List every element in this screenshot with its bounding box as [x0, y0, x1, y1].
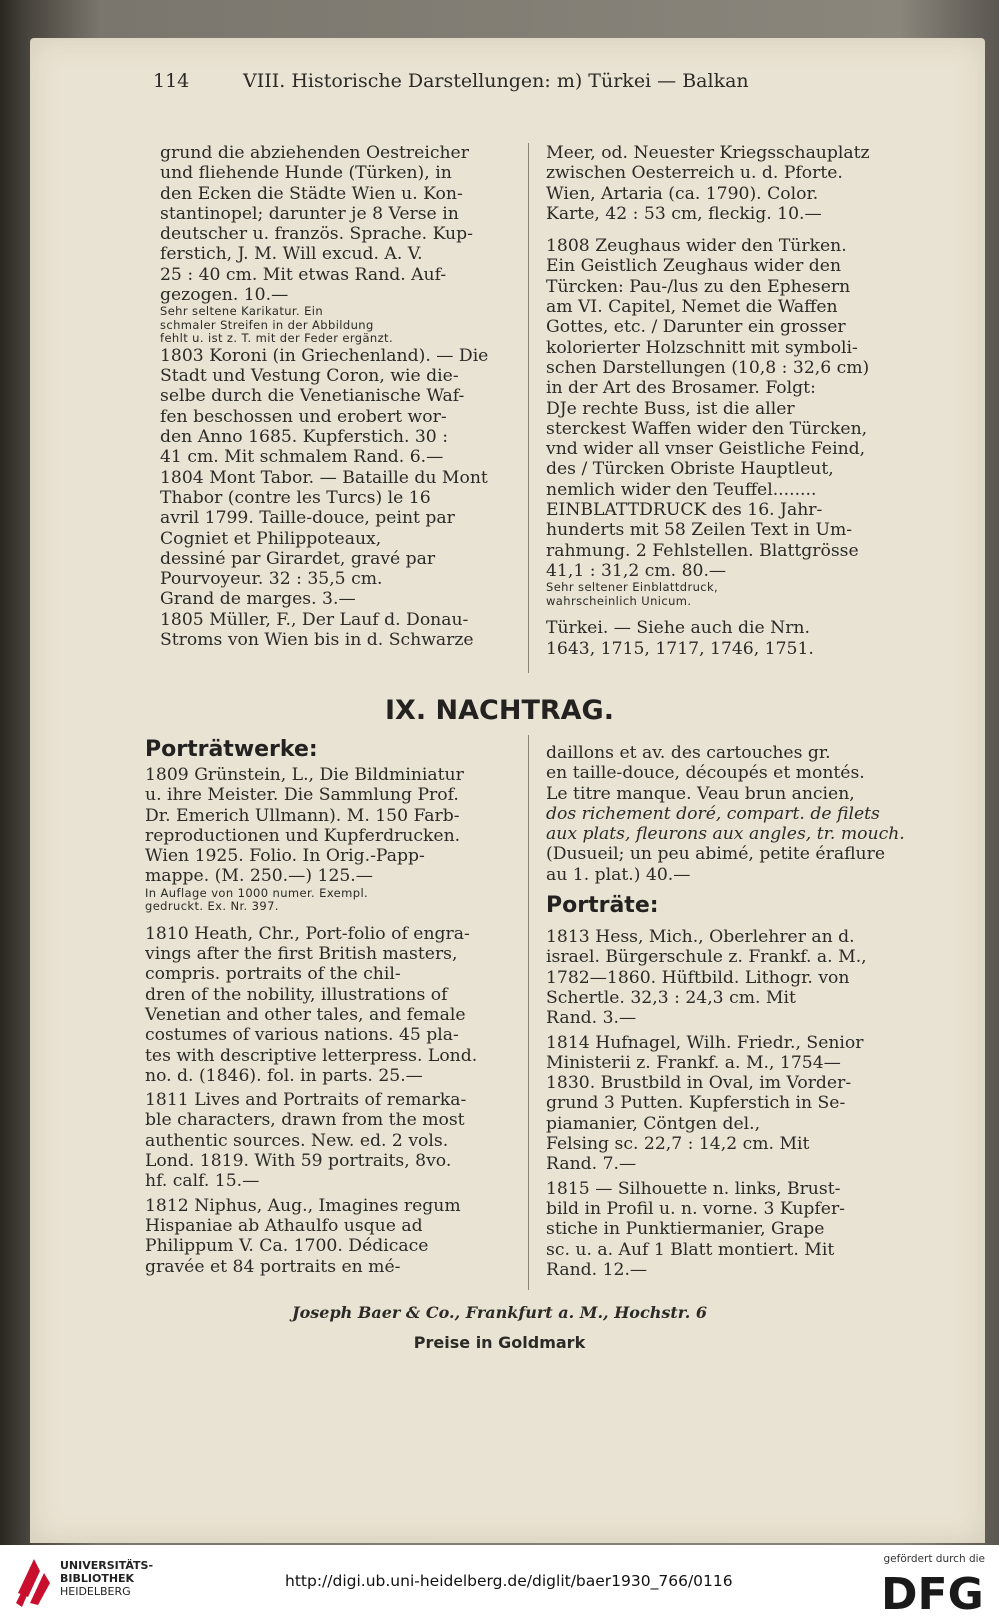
text-line: Ein Geistlich Zeughaus wider den: [546, 256, 842, 277]
text-line: Türcken: Pau-/lus zu den Ephesern: [546, 276, 851, 297]
text-line: 1804 Mont Tabor. — Bataille du Mont: [160, 467, 488, 488]
text-line: vings after the first British masters,: [145, 944, 458, 965]
text-line: fen beschossen und erobert wor-: [160, 406, 447, 427]
text-line: und fliehende Hunde (Türken), in: [160, 163, 452, 184]
text-line: Venetian and other tales, and female: [145, 1004, 466, 1025]
text-line: bild in Profil u. n. vorne. 3 Kupfer-: [546, 1198, 845, 1219]
text-line: en taille-douce, découpés et montés.: [546, 763, 865, 784]
text-line: selbe durch die Venetianische Waf-: [160, 386, 465, 407]
library-line-2: BIBLIOTHEK: [60, 1572, 135, 1585]
text-line: EINBLATTDRUCK des 16. Jahr-: [546, 500, 823, 521]
text-line: Hispaniae ab Athaulfo usque ad: [145, 1215, 423, 1236]
text-line: costumes of various nations. 45 pla-: [145, 1025, 459, 1046]
text-line: Stroms von Wien bis in d. Schwarze: [160, 630, 474, 651]
text-line: 1814 Hufnagel, Wilh. Friedr., Senior: [546, 1032, 864, 1053]
column-divider-top: [528, 143, 529, 673]
subhead-portraete: Porträte:: [546, 893, 659, 919]
text-line: wahrscheinlich Unicum.: [546, 593, 692, 608]
text-line: Schertle. 32,3 : 24,3 cm. Mit: [546, 987, 796, 1008]
text-line: 1805 Müller, F., Der Lauf d. Donau-: [160, 609, 469, 630]
text-line: Sehr seltener Einblattdruck,: [546, 580, 719, 595]
viewer-footer-bar: [0, 1545, 999, 1621]
text-line: dos richement doré, compart. de filets: [546, 803, 880, 824]
text-line: israel. Bürgerschule z. Frankf. a. M.,: [546, 947, 867, 968]
text-line: Ministerii z. Frankf. a. M., 1754—: [546, 1052, 841, 1073]
text-line: Dr. Emerich Ullmann). M. 150 Farb-: [145, 805, 460, 826]
publisher-line: Joseph Baer & Co., Frankfurt a. M., Hochstr. 6: [292, 1303, 707, 1322]
library-line-3: HEIDELBERG: [60, 1585, 131, 1598]
permalink-url[interactable]: http://digi.ub.uni-heidelberg.de/diglit/baer1930_766/0116: [285, 1572, 733, 1590]
text-line: 1803 Koroni (in Griechenland). — Die: [160, 345, 489, 366]
text-line: am VI. Capitel, Nemet die Waffen: [546, 297, 838, 318]
text-line: Rand. 12.—: [546, 1259, 648, 1280]
university-library-logo-icon[interactable]: [14, 1553, 54, 1609]
text-line: hf. calf. 15.—: [145, 1171, 260, 1192]
text-line: Stadt und Vestung Coron, wie die-: [160, 366, 459, 387]
page-number: 114: [153, 70, 190, 92]
text-line: Wien, Artaria (ca. 1790). Color.: [546, 183, 819, 204]
text-line: 1815 — Silhouette n. links, Brust-: [546, 1178, 841, 1199]
library-line-1: UNIVERSITÄTS-: [60, 1559, 154, 1572]
text-line: 25 : 40 cm. Mit etwas Rand. Auf-: [160, 264, 447, 285]
text-line: Lond. 1819. With 59 portraits, 8vo.: [145, 1151, 452, 1172]
text-line: Rand. 7.—: [546, 1154, 637, 1175]
text-line: grund die abziehenden Oestreicher: [160, 143, 469, 163]
text-line: 1643, 1715, 1717, 1746, 1751.: [546, 638, 814, 659]
text-line: Gottes, etc. / Darunter ein grosser: [546, 317, 846, 338]
text-line: schmaler Streifen in der Abbildung: [160, 317, 374, 332]
text-line: gravée et 84 portraits en mé-: [145, 1256, 401, 1277]
text-line: u. ihre Meister. Die Sammlung Prof.: [145, 785, 459, 806]
text-line: Pourvoyeur. 32 : 35,5 cm.: [160, 569, 383, 590]
bottom-left-column: [145, 735, 500, 1277]
bottom-left-entries: [145, 765, 500, 1277]
text-line: Rand. 3.—: [546, 1008, 637, 1029]
text-line: daillons et av. des cartouches gr.: [546, 743, 831, 763]
text-line: mappe. (M. 250.—) 125.—: [145, 866, 373, 887]
bottom-right-continuation: [546, 743, 905, 885]
text-line: in der Art des Brosamer. Folgt:: [546, 378, 816, 399]
bottom-right-column: [546, 743, 905, 1280]
text-line: zwischen Oesterreich u. d. Pforte.: [546, 163, 843, 184]
text-line: nemlich wider den Teuffel........: [546, 479, 817, 500]
text-line: des / Türcken Obriste Hauptleut,: [546, 459, 834, 480]
text-line: Thabor (contre les Turcs) le 16: [160, 487, 431, 508]
text-line: au 1. plat.) 40.—: [546, 864, 691, 885]
column-divider-bottom: [528, 735, 529, 1290]
text-line: reproductionen und Kupferdrucken.: [145, 825, 461, 846]
text-line: stantinopel; darunter je 8 Verse in: [160, 203, 459, 224]
text-line: aux plats, fleurons aux angles, tr. mouch.: [546, 824, 905, 845]
dfg-logo-text: DFG: [881, 1569, 984, 1613]
text-line: gedruckt. Ex. Nr. 397.: [145, 899, 279, 914]
text-line: dren of the nobility, illustrations of: [145, 984, 448, 1005]
funded-by-label: gefördert durch die: [883, 1553, 985, 1565]
text-line: 1830. Brustbild in Oval, im Vorder-: [546, 1073, 852, 1094]
text-line: Le titre manque. Veau brun ancien,: [546, 783, 855, 804]
text-line: vnd wider all vnser Geistliche Feind,: [546, 439, 866, 460]
text-line: rahmung. 2 Fehlstellen. Blattgrösse: [546, 540, 859, 561]
text-line: Philippum V. Ca. 1700. Dédicace: [145, 1236, 429, 1257]
text-line: deutscher u. französ. Sprache. Kup-: [160, 224, 473, 245]
text-line: 41 cm. Mit schmalem Rand. 6.—: [160, 447, 444, 468]
text-line: stiche in Punktiermanier, Grape: [546, 1219, 825, 1240]
text-line: ble characters, drawn from the most: [145, 1110, 465, 1131]
text-line: den Anno 1685. Kupferstich. 30 :: [160, 427, 448, 448]
text-line: compris. portraits of the chil-: [145, 964, 401, 985]
page-header: [118, 66, 908, 96]
text-line: 1813 Hess, Mich., Oberlehrer an d.: [546, 927, 855, 948]
text-line: piamanier, Cöntgen del.,: [546, 1113, 761, 1134]
top-left-column: [160, 143, 498, 650]
section-title: IX. NACHTRAG.: [385, 695, 614, 726]
text-line: grund 3 Putten. Kupferstich in Se-: [546, 1093, 846, 1114]
text-line: no. d. (1846). fol. in parts. 25.—: [145, 1065, 423, 1086]
subhead-portraitwerke: Porträtwerke:: [145, 737, 318, 762]
text-line: dessiné par Girardet, gravé par: [160, 548, 436, 569]
text-line: gezogen. 10.—: [160, 285, 289, 306]
text-line: Cogniet et Philippoteaux,: [160, 528, 382, 549]
text-line: Wien 1925. Folio. In Orig.-Papp-: [145, 846, 425, 867]
text-line: 1809 Grünstein, L., Die Bildminiatur: [145, 765, 464, 785]
text-line: DJe rechte Buss, ist die aller: [546, 398, 795, 419]
text-line: hunderts mit 58 Zeilen Text in Um-: [546, 520, 853, 541]
text-line: sc. u. a. Auf 1 Blatt montiert. Mit: [546, 1239, 835, 1260]
text-line: Karte, 42 : 53 cm, fleckig. 10.—: [546, 203, 822, 224]
text-line: tes with descriptive letterpress. Lond.: [145, 1045, 478, 1066]
text-line: 1808 Zeughaus wider den Türken.: [546, 236, 847, 257]
text-line: Meer, od. Neuester Kriegsschauplatz: [546, 143, 870, 163]
library-name: [60, 1559, 153, 1598]
text-line: den Ecken die Städte Wien u. Kon-: [160, 183, 463, 204]
text-line: sterckest Waffen wider den Türcken,: [546, 418, 868, 439]
text-line: 1812 Niphus, Aug., Imagines regum: [145, 1195, 461, 1216]
dfg-logo-icon[interactable]: [881, 1567, 987, 1613]
text-line: Sehr seltene Karikatur. Ein: [160, 304, 324, 319]
text-line: Grand de marges. 3.—: [160, 589, 356, 610]
text-line: 1811 Lives and Portraits of remarka-: [145, 1090, 467, 1111]
text-line: fehlt u. ist z. T. mit der Feder ergänzt.: [160, 331, 394, 346]
text-line: avril 1799. Taille-douce, peint par: [160, 508, 455, 529]
text-line: (Dusueil; un peu abimé, petite éraflure: [546, 844, 885, 865]
bottom-right-entries: [546, 927, 891, 1280]
text-line: Felsing sc. 22,7 : 14,2 cm. Mit: [546, 1134, 810, 1155]
text-line: In Auflage von 1000 numer. Exempl.: [145, 885, 369, 900]
text-line: 1810 Heath, Chr., Port-folio of engra-: [145, 923, 470, 944]
text-line: authentic sources. New. ed. 2 vols.: [145, 1130, 449, 1151]
text-line: ferstich, J. M. Will excud. A. V.: [160, 244, 423, 265]
text-line: 41,1 : 31,2 cm. 80.—: [546, 560, 727, 581]
text-line: kolorierter Holzschnitt mit symboli-: [546, 337, 858, 358]
top-right-column: [546, 143, 891, 659]
prices-line: Preise in Goldmark: [413, 1333, 586, 1352]
running-title: VIII. Historische Darstellungen: m) Türkei — Balkan: [243, 70, 749, 92]
text-line: 1782—1860. Hüftbild. Lithogr. von: [546, 967, 850, 988]
text-line: Türkei. — Siehe auch die Nrn.: [546, 618, 810, 639]
text-line: schen Darstellungen (10,8 : 32,6 cm): [546, 357, 870, 378]
